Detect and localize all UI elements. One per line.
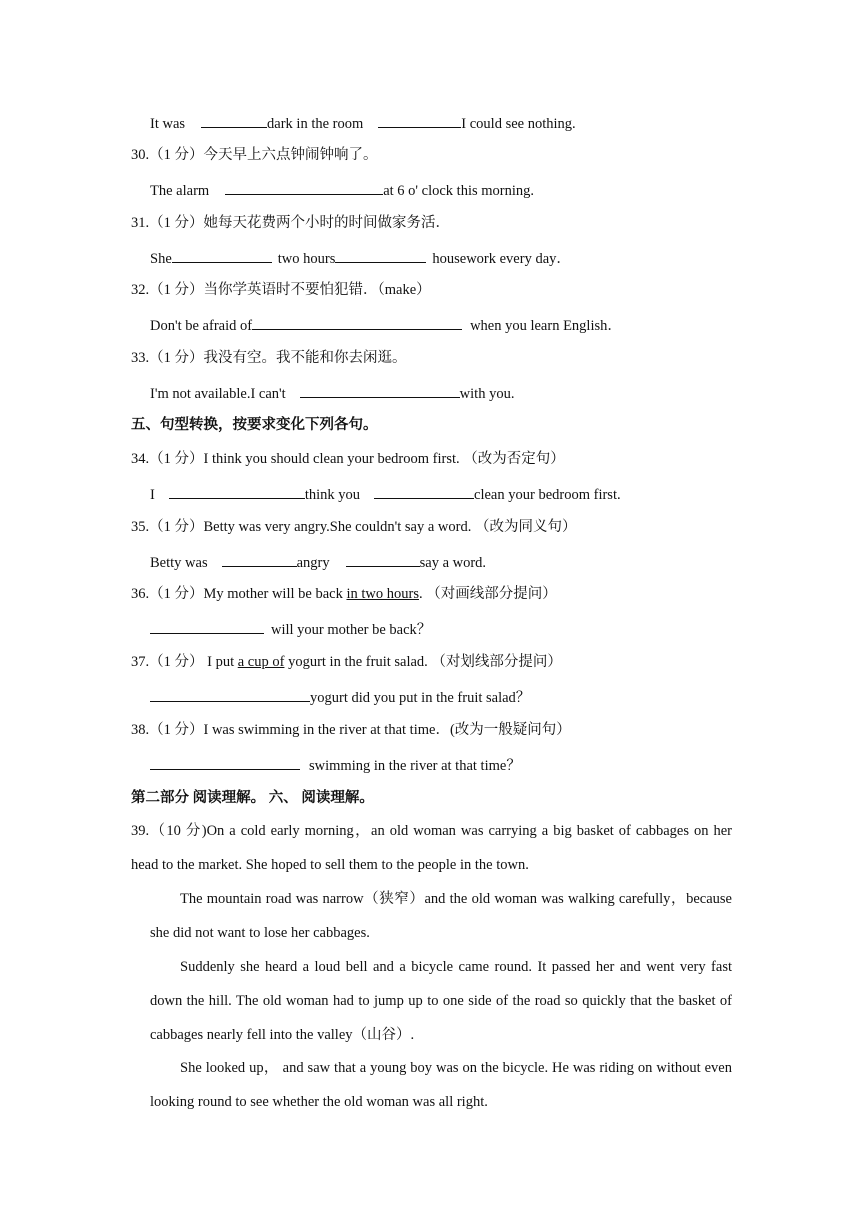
q35-blank-2[interactable]: [346, 551, 420, 567]
q31-text-b: two hours: [277, 251, 336, 267]
q29-blank-1[interactable]: [201, 112, 267, 128]
q31-prompt: 31.（1 分）她每天花费两个小时的时间做家务活．: [131, 215, 450, 231]
q37-underlined-phrase: a cup of: [237, 654, 285, 670]
q30-blank-1[interactable]: [225, 179, 383, 195]
part-2-heading: 第二部分 阅读理解。 六、 阅读理解。: [131, 790, 374, 806]
q37-text-b: yogurt did you put in the fruit salad？: [310, 690, 531, 706]
q32-answer-line: [150, 314, 622, 336]
q34-blank-2[interactable]: [374, 483, 474, 499]
q30-text-b: at 6 o' clock this morning.: [383, 183, 535, 199]
q38-blank-1[interactable]: [150, 754, 300, 770]
q36-prompt: [131, 584, 557, 604]
q34-text-c: clean your bedroom first.: [474, 487, 621, 503]
q35-blank-1[interactable]: [222, 551, 297, 567]
q31-answer-line: [150, 247, 571, 269]
q37-prompt-pre: 37.（1 分） I put: [131, 654, 238, 670]
q35-prompt: 35.（1 分）Betty was very angry.She couldn't say a word. （改为同义句）: [131, 519, 577, 535]
q37-prompt: [131, 652, 562, 672]
q29-blank-2[interactable]: [378, 112, 461, 128]
q36-blank-1[interactable]: [150, 618, 264, 634]
q36-answer-line: [150, 618, 431, 640]
q29-text-a: It was: [150, 116, 186, 132]
q35-text-a: Betty was: [150, 555, 208, 571]
q33-prompt: 33.（1 分）我没有空。我不能和你去闲逛。: [131, 350, 407, 366]
q31-text-a: She: [150, 251, 172, 267]
q38-answer-line: [150, 754, 521, 776]
q34-answer-line: [150, 483, 621, 505]
q37-blank-1[interactable]: [150, 686, 310, 702]
q39-paragraph-2-text: The mountain road was narrow（狭窄）and the old woman was walking carefully，because she did not want to lose her cabbages.: [150, 891, 732, 941]
q39-paragraph-4-text: She looked up， and saw that a young boy was on the bicycle. He was riding on without even looking round to see whether the old woman was all right.: [150, 1060, 732, 1110]
q34-text-b: think you: [304, 487, 361, 503]
q30-answer-line: [150, 179, 534, 201]
q36-prompt-post: . （对画线部分提问）: [418, 586, 557, 602]
q39-paragraph-3: [150, 950, 732, 1052]
q29-text-b: dark in the room: [267, 116, 364, 132]
q33-answer-line: [150, 382, 514, 404]
q35-text-b: angry: [296, 555, 330, 571]
q37-answer-line: [150, 686, 530, 708]
q35-text-c: say a word.: [419, 555, 487, 571]
q32-text-a: Don't be afraid of: [150, 318, 253, 334]
q36-prompt-pre: 36.（1 分）My mother will be back: [131, 586, 347, 602]
q32-blank-1[interactable]: [252, 314, 462, 330]
q33-text-a: I'm not available.I can't: [150, 386, 286, 402]
q29-answer-line: [150, 112, 576, 134]
q39-paragraph-1: [131, 814, 732, 882]
q30-prompt: 30.（1 分）今天早上六点钟闹钟响了。: [131, 147, 378, 163]
q38-prompt: 38.（1 分）I was swimming in the river at that time．(改为一般疑问句）: [131, 722, 571, 738]
q39-paragraph-4: [150, 1051, 732, 1119]
q31-blank-1[interactable]: [172, 247, 272, 263]
q29-text-c: I could see nothing.: [461, 116, 576, 132]
q31-blank-2[interactable]: [335, 247, 426, 263]
q31-text-c: housework every day．: [432, 251, 571, 267]
q36-underlined-phrase: in two hours: [346, 586, 419, 602]
q35-answer-line: [150, 551, 486, 573]
q36-text-b: will your mother be back？: [271, 622, 432, 638]
q37-prompt-post: yogurt in the fruit salad. （对划线部分提问）: [284, 654, 562, 670]
q34-prompt: 34.（1 分）I think you should clean your bedroom first. （改为否定句）: [131, 451, 565, 467]
q34-blank-1[interactable]: [169, 483, 305, 499]
q39-paragraph-3-text: Suddenly she heard a loud bell and a bicycle came round. It passed her and went very fast down the hill. The old woman had to jump up to one side of the road so quickly that the basket of cabbages nearly fell into the valley（山谷）.: [150, 959, 732, 1043]
q39-paragraph-2: [150, 882, 732, 950]
q32-prompt: 32.（1 分）当你学英语时不要怕犯错．（make）: [131, 282, 431, 298]
q33-text-b: with you.: [459, 386, 515, 402]
q34-text-a: I: [150, 487, 155, 503]
q32-text-b: when you learn English．: [470, 318, 622, 334]
section-5-heading: 五、句型转换，按要求变化下列各句。: [131, 417, 378, 433]
q39-paragraph-1-text: 39.（10 分)On a cold early morning，an old woman was carrying a big basket of cabbages on her head to the market. She hoped to sell them to the people in the town.: [131, 823, 732, 873]
q30-text-a: The alarm: [150, 183, 210, 199]
q38-text-b: swimming in the river at that time？: [309, 758, 521, 774]
q33-blank-1[interactable]: [300, 382, 460, 398]
